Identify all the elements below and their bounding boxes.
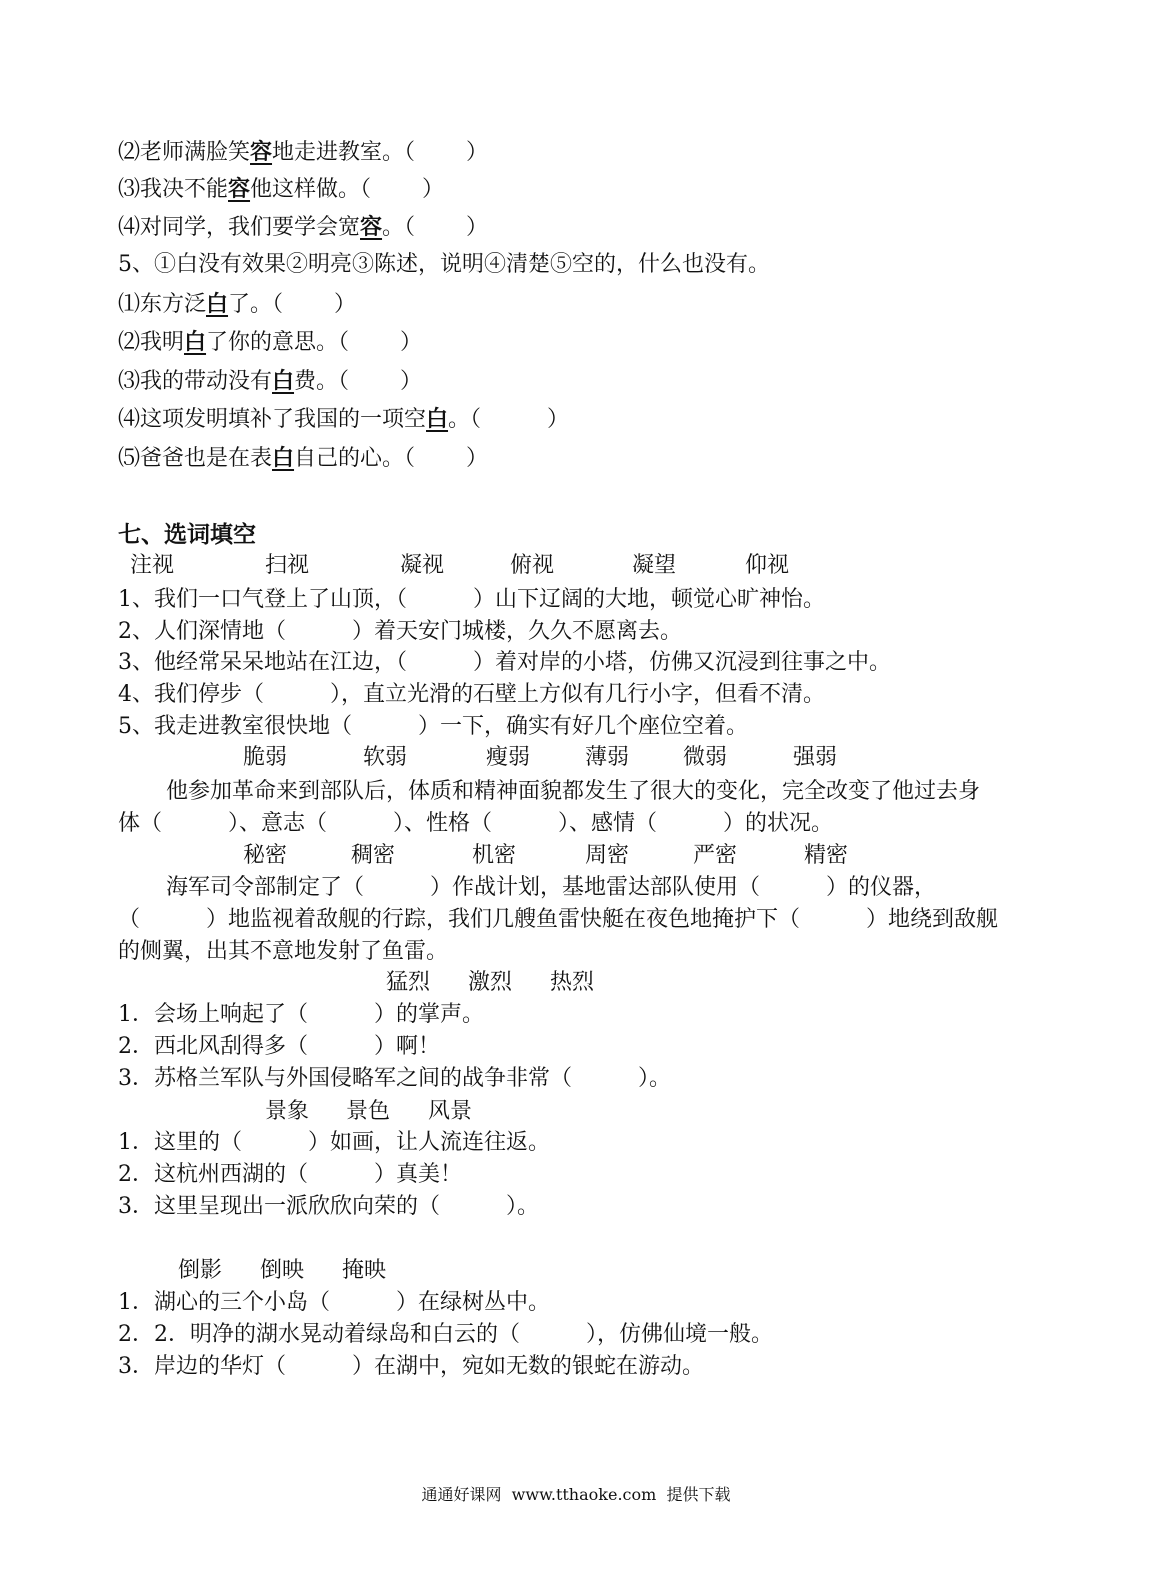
word-option: 微弱 [683, 745, 728, 770]
fill-sentence: 2．这杭州西湖的（ ）真美！ [118, 1162, 462, 1187]
fill-sentence: 4、我们停步（ ），直立光滑的石壁上方似有几行小字，但看不清。 [118, 682, 825, 707]
target-char: 白 [272, 445, 295, 471]
fill-sentence: 2．西北风刮得多（ ）啊！ [118, 1034, 440, 1059]
word-option: 薄弱 [585, 745, 630, 770]
word-option: 倒影 [178, 1258, 223, 1283]
word-option: 强弱 [793, 745, 838, 770]
bai-item-2: ⑵我明白了你的意思。（ ） [118, 329, 423, 355]
fill-paragraph: 他参加革命来到部队后，体质和精神面貌都发生了很大的变化，完全改变了他过去身体（ ）、意志（ ）、性格（ ）、感情（ ）的状况。 [118, 779, 981, 836]
target-char: 白 [184, 329, 207, 355]
fill-paragraph: 海军司令部制定了（ ）作战计划，基地雷达部队使用（ ）的仪器，（ ）地监视着敌舰的行踪，我们几艘鱼雷快艇在夜色地掩护下（ ）地绕到敌舰的侧翼，出其不意地发射了鱼雷。 [118, 875, 999, 964]
word-option: 热烈 [550, 970, 595, 995]
fill-sentence: 1．湖心的三个小岛（ ）在绿树丛中。 [118, 1290, 550, 1315]
bai-item-1: ⑴东方泛白了。（ ） [118, 291, 357, 317]
word-option: 俯视 [510, 553, 555, 578]
word-option: 景象 [265, 1099, 310, 1124]
bai-question: 5、①白没有效果②明亮③陈述，说明④清楚⑤空的，什么也没有。 [118, 252, 770, 277]
word-option: 严密 [693, 843, 738, 868]
word-option: 扫视 [265, 553, 310, 578]
word-option: 倒映 [260, 1258, 305, 1283]
target-char: 容 [228, 176, 251, 202]
word-option: 机密 [472, 843, 517, 868]
word-option: 脆弱 [243, 745, 288, 770]
fill-sentence: 3．苏格兰军队与外国侵略军之间的战争非常（ ）。 [118, 1066, 671, 1091]
word-option: 注视 [130, 553, 175, 578]
word-option: 软弱 [363, 745, 408, 770]
fill-sentence: 3．岸边的华灯（ ）在湖中，宛如无数的银蛇在游动。 [118, 1354, 704, 1379]
bai-item-4: ⑷这项发明填补了我国的一项空白。（ ） [118, 406, 570, 432]
rong-item-2: ⑵老师满脸笑容地走进教室。（ ） [118, 139, 489, 165]
word-option: 凝视 [400, 553, 445, 578]
fill-sentence: 1．这里的（ ）如画，让人流连往返。 [118, 1130, 550, 1155]
fill-sentence: 1．会场上响起了（ ）的掌声。 [118, 1002, 484, 1027]
fill-sentence: 1、我们一口气登上了山顶，（ ）山下辽阔的大地，顿觉心旷神怡。 [118, 587, 825, 612]
target-char: 容 [250, 139, 273, 165]
word-option: 猛烈 [386, 970, 431, 995]
page-footer: 通通好课网 www.tthaoke.com 提供下载 [421, 1485, 731, 1504]
word-option: 仰视 [745, 553, 790, 578]
rong-item-4: ⑷对同学，我们要学会宽容。（ ） [118, 214, 489, 240]
fill-sentence: 3、他经常呆呆地站在江边，（ ）着对岸的小塔，仿佛又沉浸到往事之中。 [118, 650, 891, 675]
word-option: 秘密 [243, 843, 288, 868]
fill-sentence: 5、我走进教室很快地（ ）一下，确实有好几个座位空着。 [118, 714, 748, 739]
word-option: 瘦弱 [486, 745, 531, 770]
word-option: 凝望 [632, 553, 677, 578]
target-char: 白 [206, 291, 229, 317]
word-option: 精密 [804, 843, 849, 868]
word-option: 稠密 [351, 843, 396, 868]
target-char: 白 [426, 406, 449, 432]
bai-item-5: ⑸爸爸也是在表白自己的心。（ ） [118, 445, 489, 471]
fill-sentence: 2、人们深情地（ ）着天安门城楼，久久不愿离去。 [118, 619, 682, 644]
target-char: 白 [272, 368, 295, 394]
bai-item-3: ⑶我的带动没有白费。（ ） [118, 368, 423, 394]
rong-item-3: ⑶我决不能容他这样做。（ ） [118, 176, 445, 202]
section-heading: 七、选词填空 [118, 522, 256, 548]
word-option: 掩映 [342, 1258, 387, 1283]
word-option: 风景 [428, 1099, 473, 1124]
word-option: 景色 [346, 1099, 391, 1124]
fill-sentence: 2．2．明净的湖水晃动着绿岛和白云的（ ），仿佛仙境一般。 [118, 1322, 773, 1347]
word-option: 周密 [585, 843, 630, 868]
target-char: 容 [360, 214, 383, 240]
fill-sentence: 3．这里呈现出一派欣欣向荣的（ ）。 [118, 1194, 539, 1219]
word-option: 激烈 [468, 970, 513, 995]
